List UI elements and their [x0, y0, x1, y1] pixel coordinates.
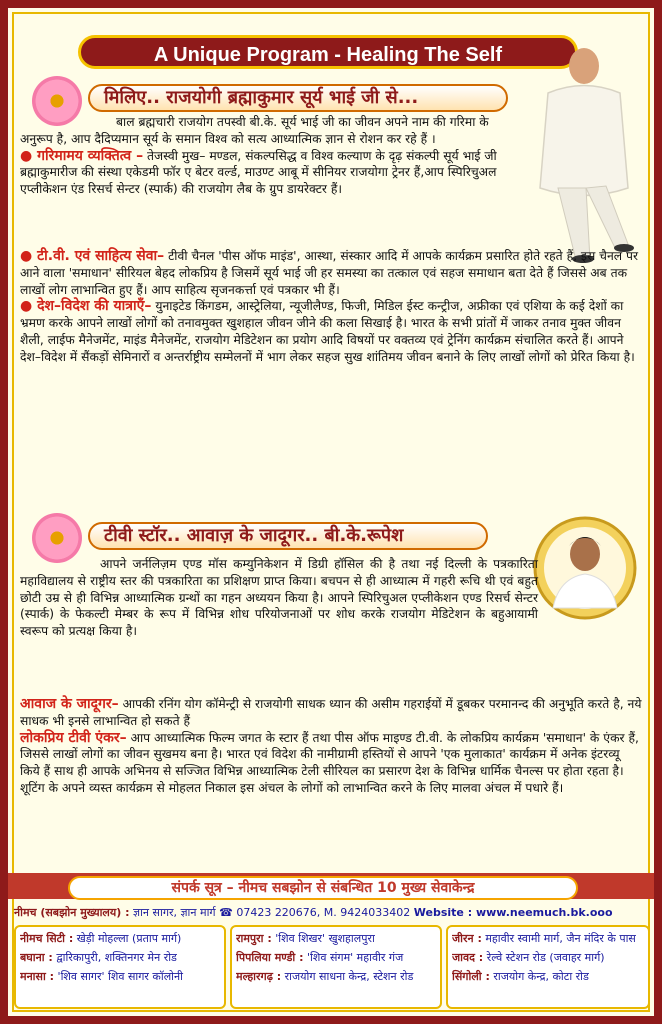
contact-box-right — [446, 925, 650, 1009]
center-label: बघाना : — [20, 951, 53, 964]
contact-line — [20, 967, 220, 986]
text-tv-literature: टीवी चैनल 'पीस ऑफ माइंड', आस्था, संस्कार आदि में आपके कार्यक्रम प्रसारित होते रहते हैं, इस चैनल पर आने वाला 'समाधान' सीरियल बेहद लोकप्रिय है जिसमें सूर्य भाई जी हर समस्या का तत्काल एवं सहज समाधान बता देते हैं जिससे अब तक लाखों लोग लाभान्वित हुए हैं। आप साहित्य सृजनकर्त्ता एवं पत्रकार भी हैं। — [20, 249, 639, 297]
face — [570, 537, 600, 571]
contact-line — [236, 929, 436, 948]
center-label: सिंगोली : — [452, 970, 490, 983]
section2-para1-start — [20, 556, 538, 640]
center-label: जावद : — [452, 951, 484, 964]
heading-personality: ● गरिमामय व्यक्तित्व – — [20, 147, 144, 164]
center-address: रेल्वे स्टेशन रोड (जवाहर मार्ग) — [486, 951, 605, 964]
contact-phone: ☎ 07423 220676, M. 9424033402 — [219, 906, 411, 919]
center-address: राजयोग साधना केन्द्र, स्टेशन रोड — [284, 970, 414, 983]
contact-main-row — [14, 905, 650, 921]
center-label: जीरन : — [452, 932, 482, 945]
section2-para3 — [20, 730, 642, 797]
contact-line — [20, 929, 220, 948]
text-tv-anchor: आप आध्यात्मिक फिल्म जगत के स्टार हैं तथा पीस ऑफ माइण्ड टी.वी. के लोकप्रिय कार्यक्रम 'समाधान' के एंकर हैं, जिससे लाखों लोगों का जीवन सुखमय बना है। भारत एवं विदेश की नामीग्रामी हस्तियों से आपने 'एक मुलाकात' कार्यक्रम में अनेक इंटरव्यू किये हैं साथ ही आपके अभिनय से सज्जित विभिन्न आध्यात्मिक टेली सीरियल का प्रसारण देश के विभिन्न धार्मिक चैनल्स पर होता रहता है। शूटिंग के अपने व्यस्त कार्यक्रम से मोहलत निकाल इस अंचल के लोगों को लाभान्वित करने के लिए मालवा अंचल में पधारे हैं। — [20, 730, 639, 795]
section1-para1 — [20, 148, 512, 198]
section1-body-lower — [20, 248, 642, 366]
bk-rupesh-photo — [533, 516, 637, 620]
center-address: महावीर स्वामी मार्ग, जैन मंदिर के पास — [485, 932, 636, 945]
text-voice-magician: आपकी रनिंग योग कॉमेन्ट्री से राजयोगी साधक ध्यान की असीम गहराईयों में डूबकर परमानन्द की अनुभूति करते है, नये साधक भी इनसे लाभान्वित हो सकते हैं — [20, 697, 642, 728]
center-label: मल्हारगढ़ : — [236, 970, 282, 983]
center-address: 'शिव सागर' शिव सागर कॉलोनी — [57, 970, 183, 983]
center-address: खेड़ी मोहल्ला (प्रताप मार्ग) — [76, 932, 182, 945]
contact-box-middle — [230, 925, 442, 1009]
contact-line — [452, 967, 644, 986]
text-travels: युनाइटेड किंगडम, आस्ट्रेलिया, न्यूजीलैण्ड, फिजी, मिडिल ईस्ट कन्ट्रीज, अफ्रीका एवं एशिया के कई देशों का भ्रमण करके आपने लाखों लोगों को तनावमुक्त खुशहाल जीवन जीने की कला सिखाई है। भारत के सभी प्रांतों में जाकर तनाव मुक्त जीवन शैली, लाईफ मैनेजमेंट, माइंड मैनेजमेंट, राजयोग मेडिटेशन का प्रयोग आदि विषयों पर वक्तव्य एवं ट्रेनिंग कार्यक्रम संचालित करते हैं। आपने देश–विदेश में सैंकड़ों सेमिनारों व अन्तर्राष्ट्रीय सम्मेलनों में भाग लेकर सहज सुख शांतिमय जीवन बनाने के लिए लाखों लोगों को प्रेरित किया है। — [20, 299, 635, 364]
section1-intro: बाल ब्रह्मचारी राजयोग तपस्वी बी.के. सूर्य भाई जी का जीवन अपने नाम की गरिमा के अनुरूप है, आप दैदिप्यमान सूर्य के समान विश्व को सत्य आध्यात्मिक ज्ञान से रोशन कर रहे हैं । — [20, 115, 489, 146]
section2-body-lower — [20, 696, 642, 797]
contact-line — [452, 929, 644, 948]
text-journalism: आपने जर्नलिज़म एण्ड मॉस कम्युनिकेशन में डिग्री हॉसिल की है तथा नई दिल्ली के पत्रकारिता महाविद्यालय से राष्ट्रीय स्तर की पत्रकारिता का प्रशिक्षण प्राप्त किया। बचपन से ही आध्यात्म में गहरी रूचि थी एवं बहुत छोटी उम्र से ही विभिन्न आध्यात्मिक ग्रन्थों का गहन अध्ययन किया है। आपने स्पिरिचुअल एप्लीकेशन एण्ड रिसर्च सेन्टर (स्पार्क) के फेकल्टी मेम्बर के रूप में विभिन्न शोध परियोजनाओं पर शोध करके राजयोग मेडिटेशन के बहुआयामी स्वरूप को प्रत्यक्ष किया है। — [20, 557, 538, 639]
center-label: रामपुरा : — [236, 932, 272, 945]
right-leg — [586, 186, 628, 250]
section2-para2 — [20, 696, 642, 730]
contact-grid — [14, 925, 650, 1011]
center-address: 'शिव संगम' महावीर गंज — [306, 951, 404, 964]
contact-main-label: नीमच (सबझोन मुख्यालय) : — [14, 906, 130, 919]
text-personality: तेजस्वी मुख– मण्डल, संकल्पसिद्ध व विश्व कल्याण के दृढ़ संकल्पी सूर्य भाई जी ब्रह्माकुमारीज की संस्था एकेडमी फॉर ए बेटर वर्ल्ड, माउण्ट आबू में सीनियर राजयोगा ट्रेनर हैं,आप स्पिरिचुअल एप्लीकेशन एंड रिसर्च सेन्टर (स्पार्क) की राजयोग लैब के ग्रुप डायरेक्टर हैं। — [20, 148, 497, 197]
section2-body — [20, 556, 538, 640]
contact-box-left — [14, 925, 226, 1009]
contact-line — [236, 948, 436, 967]
contact-line — [452, 948, 644, 967]
section2-banner: टीवी स्टॉर.. आवाज़ के जादूगर.. बी.के.रूपेश — [88, 522, 488, 550]
contact-line — [20, 948, 220, 967]
heading-voice-magician: आवाज के जादूगर– — [20, 696, 119, 712]
contact-area — [8, 901, 654, 1016]
surya-bhai-photo — [508, 38, 648, 263]
center-label: नीमच सिटी : — [20, 932, 74, 945]
section1-para3 — [20, 298, 642, 365]
program-title: A Unique Program - Healing The Self — [78, 35, 578, 69]
center-address: 'शिव शिखर' खुशहालपुरा — [275, 932, 375, 945]
heading-travels: ● देश–विदेश की यात्राएँ– — [20, 298, 152, 315]
contact-website[interactable]: Website : www.neemuch.bk.ooo — [413, 906, 613, 919]
center-label: मनासा : — [20, 970, 55, 983]
center-address: राजयोग केन्द्र, कोटा रोड — [493, 970, 589, 983]
shawl — [540, 86, 628, 196]
center-label: पिपलिया मण्डी : — [236, 951, 304, 964]
heading-tv-anchor: लोकप्रिय टीवी एंकर– — [20, 729, 127, 746]
contact-title: संपर्क सूत्र – नीमच सबझोन से संबन्धित 10 मुख्य सेवाकेन्द्र — [68, 876, 578, 900]
contact-main-address: ज्ञान सागर, ज्ञान मार्ग — [133, 906, 216, 919]
heading-tv-literature: ● टी.वी. एवं साहित्य सेवा– — [20, 248, 165, 264]
contact-line — [236, 967, 436, 986]
section1-para2 — [20, 248, 642, 298]
section1-body — [20, 114, 512, 198]
section1-banner: मिलिए.. राजयोगी ब्रह्माकुमार सूर्य भाई जी से... — [88, 84, 508, 112]
head — [569, 48, 599, 84]
center-address: द्वारिकापुरी, शक्तिनगर मेन रोड — [56, 951, 177, 964]
